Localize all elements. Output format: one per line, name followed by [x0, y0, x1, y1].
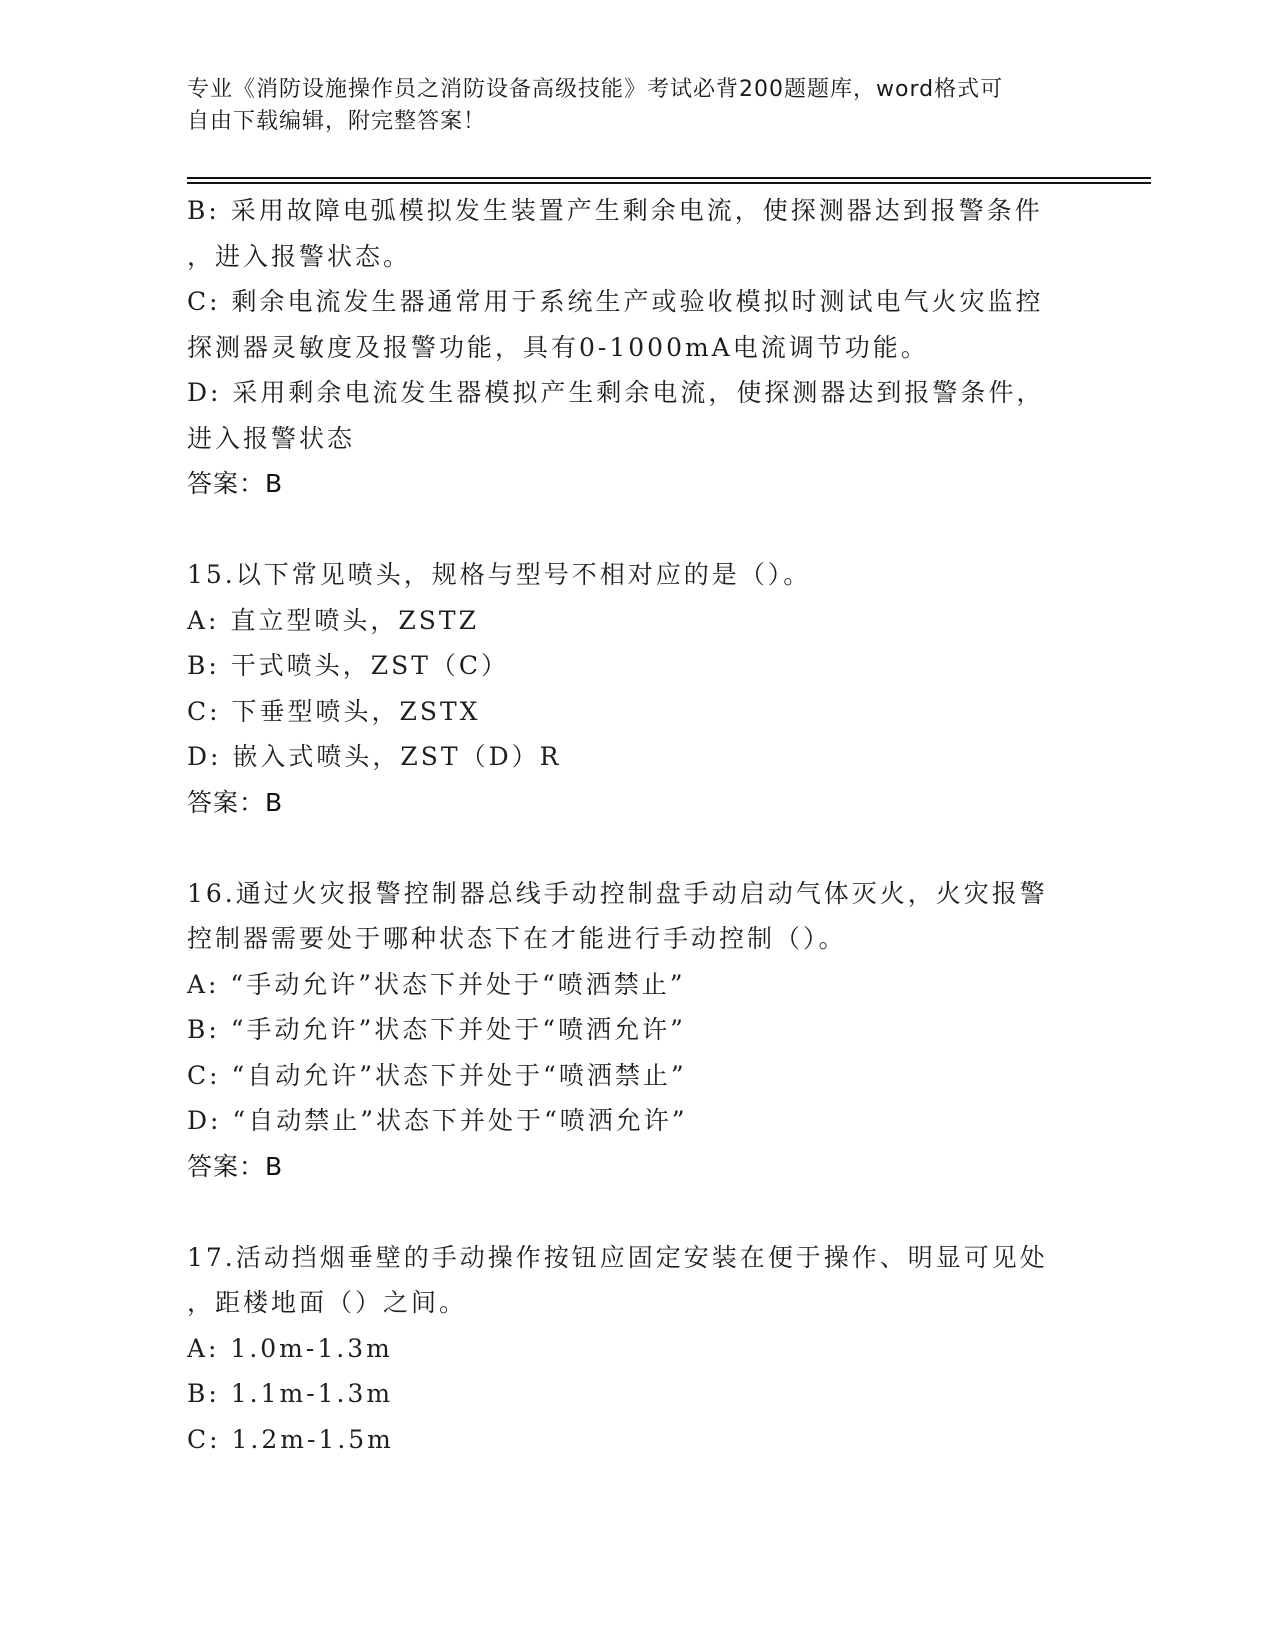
header-title-line-2: 自由下载编辑，附完整答案！ [187, 109, 487, 134]
option-d: D: “自动禁止”状态下并处于“喷洒允许” [187, 1106, 688, 1135]
header-title-line-1: 专业《消防设施操作员之消防设备高级技能》考试必背200题题库，word格式可 [187, 77, 1004, 102]
header-divider-top [187, 177, 1151, 179]
answer-label: 答案：B [187, 1151, 284, 1181]
spacer [187, 1189, 1087, 1235]
option-a: A: “手动允许”状态下并处于“喷洒禁止” [187, 969, 686, 999]
question-text-line-1: 17.活动挡烟垂壁的手动操作按钮应固定安装在便于操作、明显可见处 [187, 1242, 1048, 1272]
option-b: B: 干式喷头，ZST（C） [187, 651, 510, 680]
option-b: B: “手动允许”状态下并处于“喷洒允许” [187, 1015, 686, 1044]
answer-label: 答案：B [187, 787, 284, 817]
question-text-line-1: 16.通过火灾报警控制器总线手动控制盘手动启动气体灭火，火灾报警 [187, 878, 1048, 908]
option-c: C: “自动允许”状态下并处于“喷洒禁止” [187, 1060, 687, 1090]
option-c: C: 下垂型喷头，ZSTX [187, 696, 481, 726]
option-b-line-1: B: 采用故障电弧模拟发生装置产生剩余电流，使探测器达到报警条件 [187, 196, 1043, 225]
question-text: 15.以下常见喷头，规格与型号不相对应的是（）。 [187, 560, 812, 589]
document-header [187, 74, 1087, 138]
document-body [187, 188, 1087, 1462]
option-d: D: 嵌入式喷头，ZST（D）R [187, 742, 562, 771]
question-text-line-2: ，距楼地面（）之间。 [187, 1288, 468, 1317]
spacer [187, 825, 1087, 871]
question-15 [187, 552, 1087, 825]
header-divider-bottom [187, 182, 1151, 184]
option-c-line-1: C: 剩余电流发生器通常用于系统生产或验收模拟时测试电气火灾监控 [187, 287, 1044, 316]
answer-label: 答案：B [187, 469, 284, 498]
option-b-line-2: ，进入报警状态。 [187, 241, 412, 271]
question-text-line-2: 控制器需要处于哪种状态下在才能进行手动控制（）。 [187, 924, 847, 953]
option-d-line-2: 进入报警状态 [187, 423, 356, 453]
option-c: C: 1.2m-1.5m [187, 1424, 394, 1454]
spacer [187, 507, 1087, 553]
option-a: A: 直立型喷头，ZSTZ [187, 605, 479, 635]
option-b: B: 1.1m-1.3m [187, 1379, 394, 1408]
option-c-line-2: 探测器灵敏度及报警功能，具有0-1000mA电流调节功能。 [187, 332, 929, 362]
option-a: A: 1.0m-1.3m [187, 1333, 393, 1363]
question-16 [187, 871, 1087, 1190]
question-17 [187, 1235, 1087, 1463]
option-d-line-1: D: 采用剩余电流发生器模拟产生剩余电流，使探测器达到报警条件， [187, 378, 1045, 407]
question-14-continued [187, 188, 1087, 507]
